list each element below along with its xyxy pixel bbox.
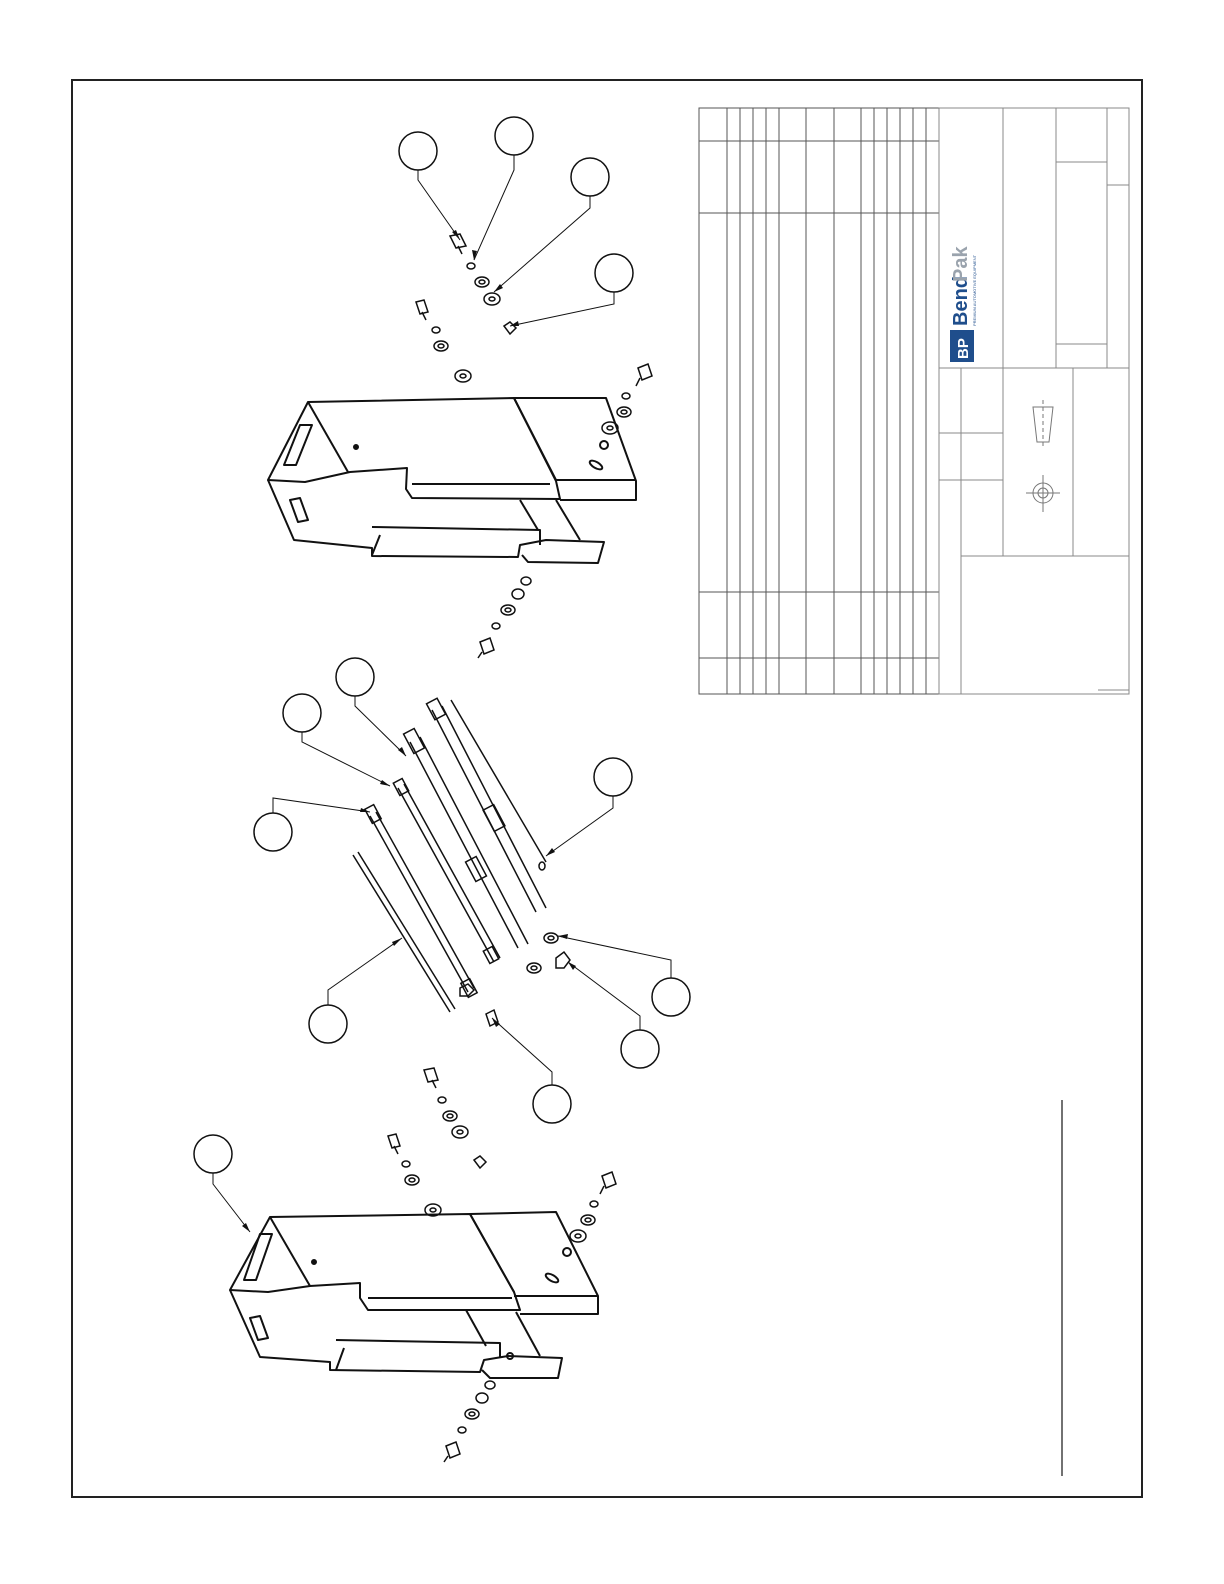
balloon [533, 1085, 571, 1123]
logo-tagline: PREMIUM AUTOMOTIVE EQUIPMENT [972, 254, 977, 326]
balloon [621, 1030, 659, 1068]
logo-name-2: Pak [950, 246, 972, 282]
balloon [652, 978, 690, 1016]
balloon [336, 658, 374, 696]
ramp-housing-upper [268, 398, 636, 563]
parts-table [699, 108, 939, 694]
leader-lines [213, 155, 671, 1232]
balloon [571, 158, 609, 196]
balloon [254, 813, 292, 851]
balloon [309, 1005, 347, 1043]
rod-assembly [353, 698, 570, 1026]
logo-mark: BP [955, 338, 972, 359]
title-block [939, 108, 1129, 694]
callout-balloons [194, 117, 690, 1173]
bendpak-logo [950, 246, 977, 362]
balloon [595, 254, 633, 292]
fastener-set-upper-top [416, 234, 652, 658]
balloon [399, 132, 437, 170]
balloon [194, 1135, 232, 1173]
logo-name-1: Bend [950, 276, 972, 326]
balloon [283, 694, 321, 732]
balloon [594, 758, 632, 796]
balloon [495, 117, 533, 155]
projection-symbol-icon [1026, 400, 1060, 512]
ramp-housing-lower [230, 1212, 598, 1378]
